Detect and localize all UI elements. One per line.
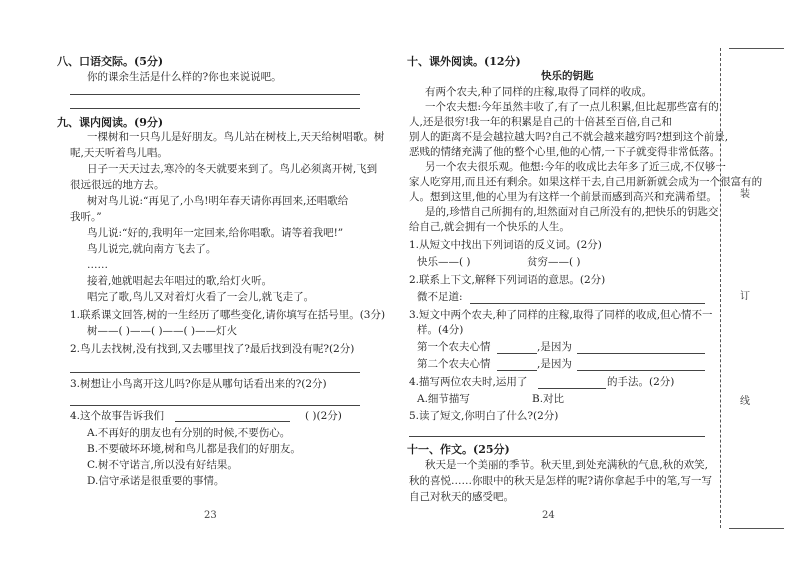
passage-line: 鸟儿说:“好的,我明年一定回来,给你唱歌。请等着我吧!” (87, 227, 344, 239)
answer-line (497, 370, 537, 371)
right-page (395, 0, 763, 574)
answer-line (497, 353, 537, 354)
passage-line: 人。想到这里,他的心里为有这样一个前景而感到高兴和充满希望。 (409, 191, 717, 203)
binding-rule (729, 528, 784, 529)
passage-line: 一棵树和一只鸟儿是好朋友。鸟儿站在树枝上,天天给树唱歌。树 (87, 131, 385, 143)
passage-line: 有两个农夫,种了同样的庄稼,取得了同样的收成。 (425, 86, 653, 98)
answer-line (470, 303, 705, 304)
farmer-2-because: ,是因为 (537, 358, 572, 370)
binding-label-ding: 订 (740, 291, 750, 302)
farmer-1-label: 第一个农夫心情 (417, 341, 491, 353)
passage-line: 另一个农夫很乐观。他想:今年的收成比去年多了近三成,不仅够一 (425, 161, 726, 173)
passage-line: 人,还是很穷!我一年的积累是自己的十倍甚至百倍,自己和 (409, 116, 672, 128)
answer-line (538, 388, 606, 389)
answer-line (70, 372, 360, 373)
question-3: 3.树想让小鸟离开这儿吗?你是从哪句话看出来的?(2分) (70, 378, 327, 390)
antonym-poor[interactable]: 贫穷——( ) (527, 256, 581, 268)
question-1: 1.联系课文回答,树的一生经历了哪些变化,请你填写在括号里。(3分) (70, 309, 386, 321)
passage-line: 是的,珍惜自己所拥有的,坦然面对自己所没有的,把快乐的钥匙交 (425, 206, 719, 218)
answer-line (577, 353, 705, 354)
option-b[interactable]: B.不要破坏环境,树和鸟儿都是我们的好朋友。 (87, 443, 301, 455)
passage-line: 恶贱的情绪充满了他的整个心里,他的心情,一下子就变得非常低落。 (409, 146, 721, 158)
question-4-tail: 的手法。(2分) (607, 376, 675, 388)
question-3: 3.短文中两个农夫,种了同样的庄稼,取得了同样的收成,但心情不一 (409, 309, 713, 321)
question-2: 2.联系上下文,解释下列词语的意思。(2分) (409, 274, 606, 286)
passage-line: 呢,天天听着鸟儿唱。 (70, 147, 168, 159)
farmer-2-label: 第二个农夫心情 (417, 358, 491, 370)
passage-line: 别人的距离不是会越拉越大吗?自己不就会越来越穷吗?想到这个前景, (409, 131, 729, 143)
left-page (0, 0, 395, 574)
passage-line: 唱完了歌,鸟儿又对着灯火看了一会儿,就飞走了。 (87, 291, 315, 303)
answer-line (70, 405, 360, 406)
essay-prompt-line: 秋的喜悦……你眼中的秋天是怎样的呢?请你拿起手中的笔,写一写 (409, 475, 712, 487)
binding-line (720, 48, 722, 528)
answer-line (175, 421, 290, 422)
passage-line: 树对鸟儿说:“再见了,小鸟!明年春天请你再回来,还唱歌给 (87, 195, 349, 207)
answer-line (577, 370, 705, 371)
binding-label-zhuang: 装 (740, 189, 750, 200)
farmer-1-because: ,是因为 (537, 341, 572, 353)
essay-prompt-line: 自己对秋天的感受吧。 (409, 491, 514, 503)
essay-prompt-line: 秋天是一个美丽的季节。秋天里,到处充满秋的气息,秋的欢笑, (425, 459, 709, 471)
passage-line: 家人吃穿用,而且还有剩余。如果这样干去,自己用新新就会成为一个很富有的 (409, 176, 763, 188)
question-4: 4.描写两位农夫时,运用了 (409, 376, 528, 388)
passage-line: 我听。” (70, 211, 102, 223)
passage-line: 一个农夫想:今年虽然丰收了,有了一点儿积累,但比起那些富有的 (425, 101, 719, 113)
page-number: 23 (204, 510, 217, 521)
question-4-score[interactable]: ( )(2分) (305, 410, 342, 422)
answer-line (70, 108, 360, 109)
option-c[interactable]: C.树不守诺言,所以没有好结果。 (87, 459, 238, 471)
answer-line (70, 94, 360, 95)
section-8-title: 八、口语交际。(5分) (57, 55, 164, 68)
question-1: 1.从短文中找出下列词语的反义词。(2分) (409, 239, 602, 251)
question-3-cont: 样。(4分) (417, 324, 464, 336)
binding-label-xian: 线 (740, 396, 750, 407)
question-1-chain[interactable]: 树——( )——( )——( )——灯火 (87, 325, 238, 337)
passage-line: 很远很远的地方去。 (70, 179, 165, 191)
passage-line: 日子一天天过去,寒冷的冬天就要来到了。鸟儿必须离开树,飞到 (87, 163, 378, 175)
passage-line: 给自己,就会拥有一个快乐的人生。 (409, 221, 570, 233)
question-5: 5.读了短文,你明白了什么?(2分) (409, 410, 559, 422)
binding-rule (729, 48, 784, 49)
option-a[interactable]: A.不再好的朋友也有分别的时候,不要伤心。 (87, 427, 291, 439)
question-4: 4.这个故事告诉我们 (70, 410, 165, 422)
page-number: 24 (542, 510, 555, 521)
answer-line (409, 436, 705, 437)
antonym-happy[interactable]: 快乐——( ) (417, 256, 471, 268)
section-8-prompt: 你的课余生活是什么样的?你也来说说吧。 (87, 71, 282, 83)
section-10-title: 十、课外阅读。(12分) (407, 55, 521, 68)
section-9-title: 九、课内阅读。(9分) (57, 116, 164, 129)
option-b[interactable]: B.对比 (532, 393, 565, 405)
section-11-title: 十一、作文。(25分) (407, 443, 510, 456)
question-2: 2.鸟儿去找树,没有找到,又去哪里找了?最后找到没有呢?(2分) (70, 343, 355, 355)
passage-line: 鸟儿说完,就向南方飞去了。 (87, 243, 217, 255)
question-2-word: 微不足道: (417, 291, 463, 303)
passage-title: 快乐的钥匙 (541, 70, 594, 82)
option-d[interactable]: D.信守承诺是很重要的事情。 (87, 475, 225, 487)
passage-ellipsis: …… (87, 259, 108, 271)
option-a[interactable]: A.细节描写 (417, 393, 470, 405)
passage-line: 接着,她就唱起去年唱过的歌,给灯火听。 (87, 275, 273, 287)
